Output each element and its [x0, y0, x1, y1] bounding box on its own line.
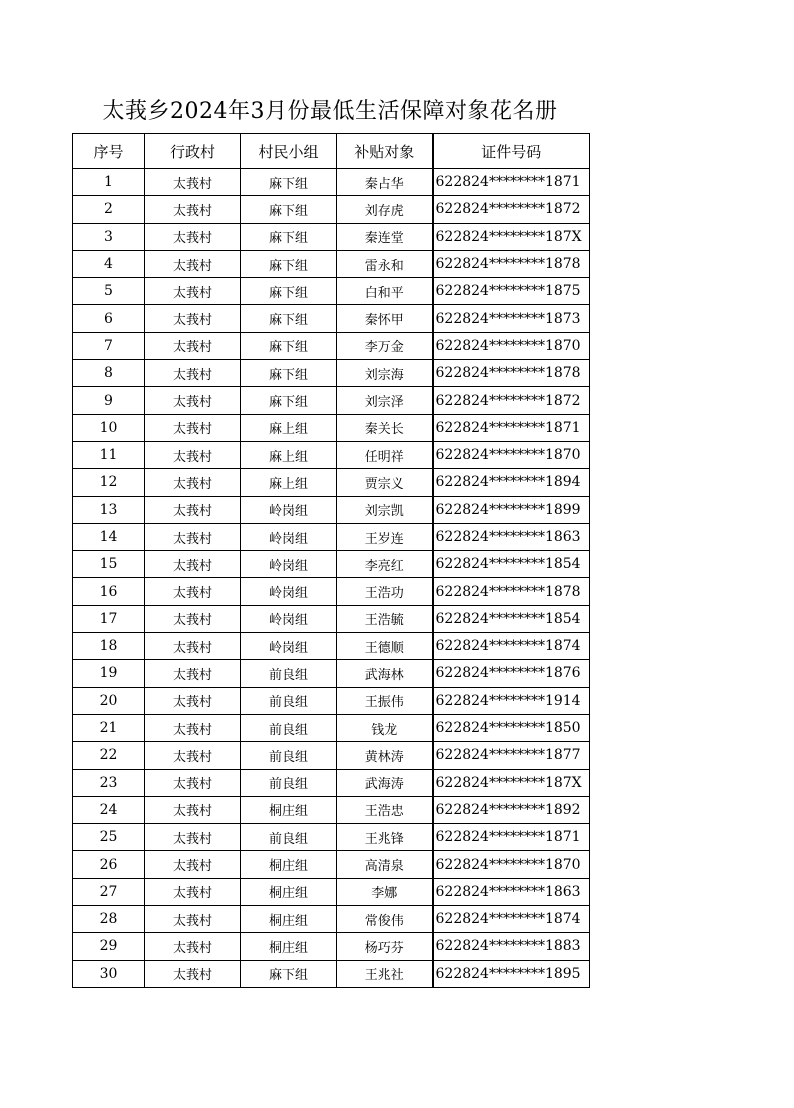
cell-group: 前良组: [241, 660, 337, 687]
cell-village: 太莪村: [145, 933, 241, 960]
cell-id-number: 622824********1854: [433, 551, 590, 578]
cell-recipient: 王浩忠: [337, 796, 433, 823]
cell-village: 太莪村: [145, 169, 241, 196]
cell-recipient: 武海林: [337, 660, 433, 687]
cell-recipient: 黄林涛: [337, 742, 433, 769]
cell-village: 太莪村: [145, 796, 241, 823]
table-row: [73, 605, 590, 632]
cell-village: 太莪村: [145, 305, 241, 332]
cell-recipient: 刘宗泽: [337, 387, 433, 414]
cell-id-number: 622824********1870: [433, 851, 590, 878]
cell-village: 太莪村: [145, 441, 241, 468]
cell-no: 4: [73, 250, 145, 277]
cell-id-number: 622824********1878: [433, 578, 590, 605]
cell-village: 太莪村: [145, 878, 241, 905]
cell-group: 前良组: [241, 824, 337, 851]
cell-village: 太莪村: [145, 223, 241, 250]
table-row: [73, 687, 590, 714]
cell-village: 太莪村: [145, 633, 241, 660]
cell-village: 太莪村: [145, 851, 241, 878]
cell-group: 前良组: [241, 742, 337, 769]
cell-id-number: 622824********1863: [433, 878, 590, 905]
cell-id-number: 622824********1899: [433, 496, 590, 523]
cell-group: 岭岗组: [241, 605, 337, 632]
cell-id-number: 622824********1871: [433, 824, 590, 851]
table-row: [73, 305, 590, 332]
cell-group: 麻下组: [241, 169, 337, 196]
table-row: [73, 278, 590, 305]
cell-recipient: 钱龙: [337, 714, 433, 741]
cell-group: 麻上组: [241, 441, 337, 468]
cell-village: 太莪村: [145, 496, 241, 523]
cell-village: 太莪村: [145, 687, 241, 714]
cell-no: 16: [73, 578, 145, 605]
cell-id-number: 622824********1871: [433, 414, 590, 441]
table-row: [73, 824, 590, 851]
cell-group: 岭岗组: [241, 578, 337, 605]
cell-group: 麻下组: [241, 196, 337, 223]
cell-id-number: 622824********1876: [433, 660, 590, 687]
cell-village: 太莪村: [145, 332, 241, 359]
table-row: [73, 169, 590, 196]
cell-group: 麻下组: [241, 278, 337, 305]
cell-group: 麻下组: [241, 387, 337, 414]
cell-no: 10: [73, 414, 145, 441]
cell-village: 太莪村: [145, 360, 241, 387]
cell-recipient: 王兆社: [337, 960, 433, 987]
cell-id-number: 622824********187X: [433, 223, 590, 250]
cell-village: 太莪村: [145, 414, 241, 441]
cell-no: 6: [73, 305, 145, 332]
table-row: [73, 441, 590, 468]
cell-id-number: 622824********1894: [433, 469, 590, 496]
cell-village: 太莪村: [145, 250, 241, 277]
cell-group: 桐庄组: [241, 851, 337, 878]
cell-no: 21: [73, 714, 145, 741]
cell-id-number: 622824********1873: [433, 305, 590, 332]
cell-id-number: 622824********1871: [433, 169, 590, 196]
cell-group: 前良组: [241, 687, 337, 714]
cell-recipient: 任明祥: [337, 441, 433, 468]
table-row: [73, 250, 590, 277]
cell-group: 前良组: [241, 769, 337, 796]
table-row: [73, 196, 590, 223]
table-row: [73, 633, 590, 660]
cell-id-number: 622824********1892: [433, 796, 590, 823]
table-row: [73, 496, 590, 523]
cell-village: 太莪村: [145, 714, 241, 741]
header-id-number: 证件号码: [433, 134, 590, 169]
cell-group: 岭岗组: [241, 551, 337, 578]
table-row: [73, 796, 590, 823]
table-row: [73, 742, 590, 769]
cell-village: 太莪村: [145, 523, 241, 550]
cell-group: 岭岗组: [241, 523, 337, 550]
cell-group: 麻下组: [241, 223, 337, 250]
cell-recipient: 李娜: [337, 878, 433, 905]
cell-recipient: 李亮红: [337, 551, 433, 578]
table-row: [73, 360, 590, 387]
cell-group: 桐庄组: [241, 933, 337, 960]
cell-no: 25: [73, 824, 145, 851]
cell-recipient: 高清泉: [337, 851, 433, 878]
table-row: [73, 851, 590, 878]
cell-id-number: 622824********1877: [433, 742, 590, 769]
cell-id-number: 622824********1875: [433, 278, 590, 305]
cell-group: 麻下组: [241, 250, 337, 277]
cell-group: 麻下组: [241, 960, 337, 987]
cell-group: 前良组: [241, 714, 337, 741]
recipient-table: [72, 133, 590, 988]
cell-no: 5: [73, 278, 145, 305]
cell-no: 30: [73, 960, 145, 987]
cell-group: 桐庄组: [241, 796, 337, 823]
cell-no: 8: [73, 360, 145, 387]
cell-id-number: 622824********1872: [433, 196, 590, 223]
cell-group: 麻下组: [241, 332, 337, 359]
table-row: [73, 223, 590, 250]
cell-id-number: 622824********1874: [433, 906, 590, 933]
cell-no: 19: [73, 660, 145, 687]
table-row: [73, 414, 590, 441]
cell-recipient: 王兆锋: [337, 824, 433, 851]
cell-id-number: 622824********1863: [433, 523, 590, 550]
cell-village: 太莪村: [145, 387, 241, 414]
cell-village: 太莪村: [145, 469, 241, 496]
cell-no: 1: [73, 169, 145, 196]
cell-village: 太莪村: [145, 660, 241, 687]
document-title: 太莪乡2024年3月份最低生活保障对象花名册: [102, 99, 558, 124]
cell-no: 22: [73, 742, 145, 769]
table-row: [73, 960, 590, 987]
cell-recipient: 秦怀甲: [337, 305, 433, 332]
cell-id-number: 622824********1878: [433, 360, 590, 387]
cell-id-number: 622824********187X: [433, 769, 590, 796]
cell-recipient: 刘存虎: [337, 196, 433, 223]
cell-recipient: 王浩功: [337, 578, 433, 605]
cell-group: 桐庄组: [241, 878, 337, 905]
table-row: [73, 660, 590, 687]
cell-village: 太莪村: [145, 551, 241, 578]
table-row: [73, 523, 590, 550]
cell-no: 12: [73, 469, 145, 496]
cell-recipient: 雷永和: [337, 250, 433, 277]
cell-village: 太莪村: [145, 605, 241, 632]
cell-village: 太莪村: [145, 824, 241, 851]
table-row: [73, 906, 590, 933]
cell-recipient: 刘宗凯: [337, 496, 433, 523]
cell-recipient: 秦关长: [337, 414, 433, 441]
cell-id-number: 622824********1874: [433, 633, 590, 660]
header-group: 村民小组: [241, 134, 337, 169]
cell-group: 麻下组: [241, 305, 337, 332]
table-row: [73, 578, 590, 605]
cell-recipient: 王振伟: [337, 687, 433, 714]
cell-no: 18: [73, 633, 145, 660]
cell-group: 麻上组: [241, 469, 337, 496]
cell-recipient: 白和平: [337, 278, 433, 305]
cell-id-number: 622824********1872: [433, 387, 590, 414]
cell-village: 太莪村: [145, 906, 241, 933]
cell-recipient: 王岁连: [337, 523, 433, 550]
table-row: [73, 551, 590, 578]
cell-id-number: 622824********1870: [433, 441, 590, 468]
cell-recipient: 杨巧芬: [337, 933, 433, 960]
cell-no: 11: [73, 441, 145, 468]
cell-no: 2: [73, 196, 145, 223]
table-header-row: [73, 134, 590, 169]
cell-village: 太莪村: [145, 278, 241, 305]
cell-village: 太莪村: [145, 769, 241, 796]
table-row: [73, 769, 590, 796]
table-row: [73, 933, 590, 960]
cell-group: 岭岗组: [241, 496, 337, 523]
cell-id-number: 622824********1854: [433, 605, 590, 632]
cell-no: 7: [73, 332, 145, 359]
cell-village: 太莪村: [145, 742, 241, 769]
cell-recipient: 李万金: [337, 332, 433, 359]
cell-group: 麻上组: [241, 414, 337, 441]
cell-recipient: 秦连堂: [337, 223, 433, 250]
cell-no: 9: [73, 387, 145, 414]
cell-id-number: 622824********1883: [433, 933, 590, 960]
cell-recipient: 王浩毓: [337, 605, 433, 632]
cell-recipient: 贾宗义: [337, 469, 433, 496]
table-row: [73, 714, 590, 741]
cell-no: 3: [73, 223, 145, 250]
cell-no: 26: [73, 851, 145, 878]
cell-no: 17: [73, 605, 145, 632]
cell-no: 20: [73, 687, 145, 714]
cell-no: 27: [73, 878, 145, 905]
cell-no: 14: [73, 523, 145, 550]
cell-no: 23: [73, 769, 145, 796]
cell-id-number: 622824********1870: [433, 332, 590, 359]
header-recipient: 补贴对象: [337, 134, 433, 169]
cell-group: 桐庄组: [241, 906, 337, 933]
cell-recipient: 秦占华: [337, 169, 433, 196]
table-row: [73, 332, 590, 359]
cell-village: 太莪村: [145, 196, 241, 223]
cell-no: 28: [73, 906, 145, 933]
cell-recipient: 王德顺: [337, 633, 433, 660]
header-village: 行政村: [145, 134, 241, 169]
table-body: [73, 169, 590, 988]
cell-village: 太莪村: [145, 578, 241, 605]
cell-no: 29: [73, 933, 145, 960]
table-row: [73, 878, 590, 905]
cell-recipient: 常俊伟: [337, 906, 433, 933]
cell-no: 24: [73, 796, 145, 823]
cell-no: 15: [73, 551, 145, 578]
cell-recipient: 刘宗海: [337, 360, 433, 387]
table-row: [73, 387, 590, 414]
cell-group: 麻下组: [241, 360, 337, 387]
cell-id-number: 622824********1914: [433, 687, 590, 714]
cell-recipient: 武海涛: [337, 769, 433, 796]
cell-no: 13: [73, 496, 145, 523]
cell-group: 岭岗组: [241, 633, 337, 660]
header-no: 序号: [73, 134, 145, 169]
cell-id-number: 622824********1895: [433, 960, 590, 987]
table-row: [73, 469, 590, 496]
cell-id-number: 622824********1850: [433, 714, 590, 741]
cell-village: 太莪村: [145, 960, 241, 987]
cell-id-number: 622824********1878: [433, 250, 590, 277]
